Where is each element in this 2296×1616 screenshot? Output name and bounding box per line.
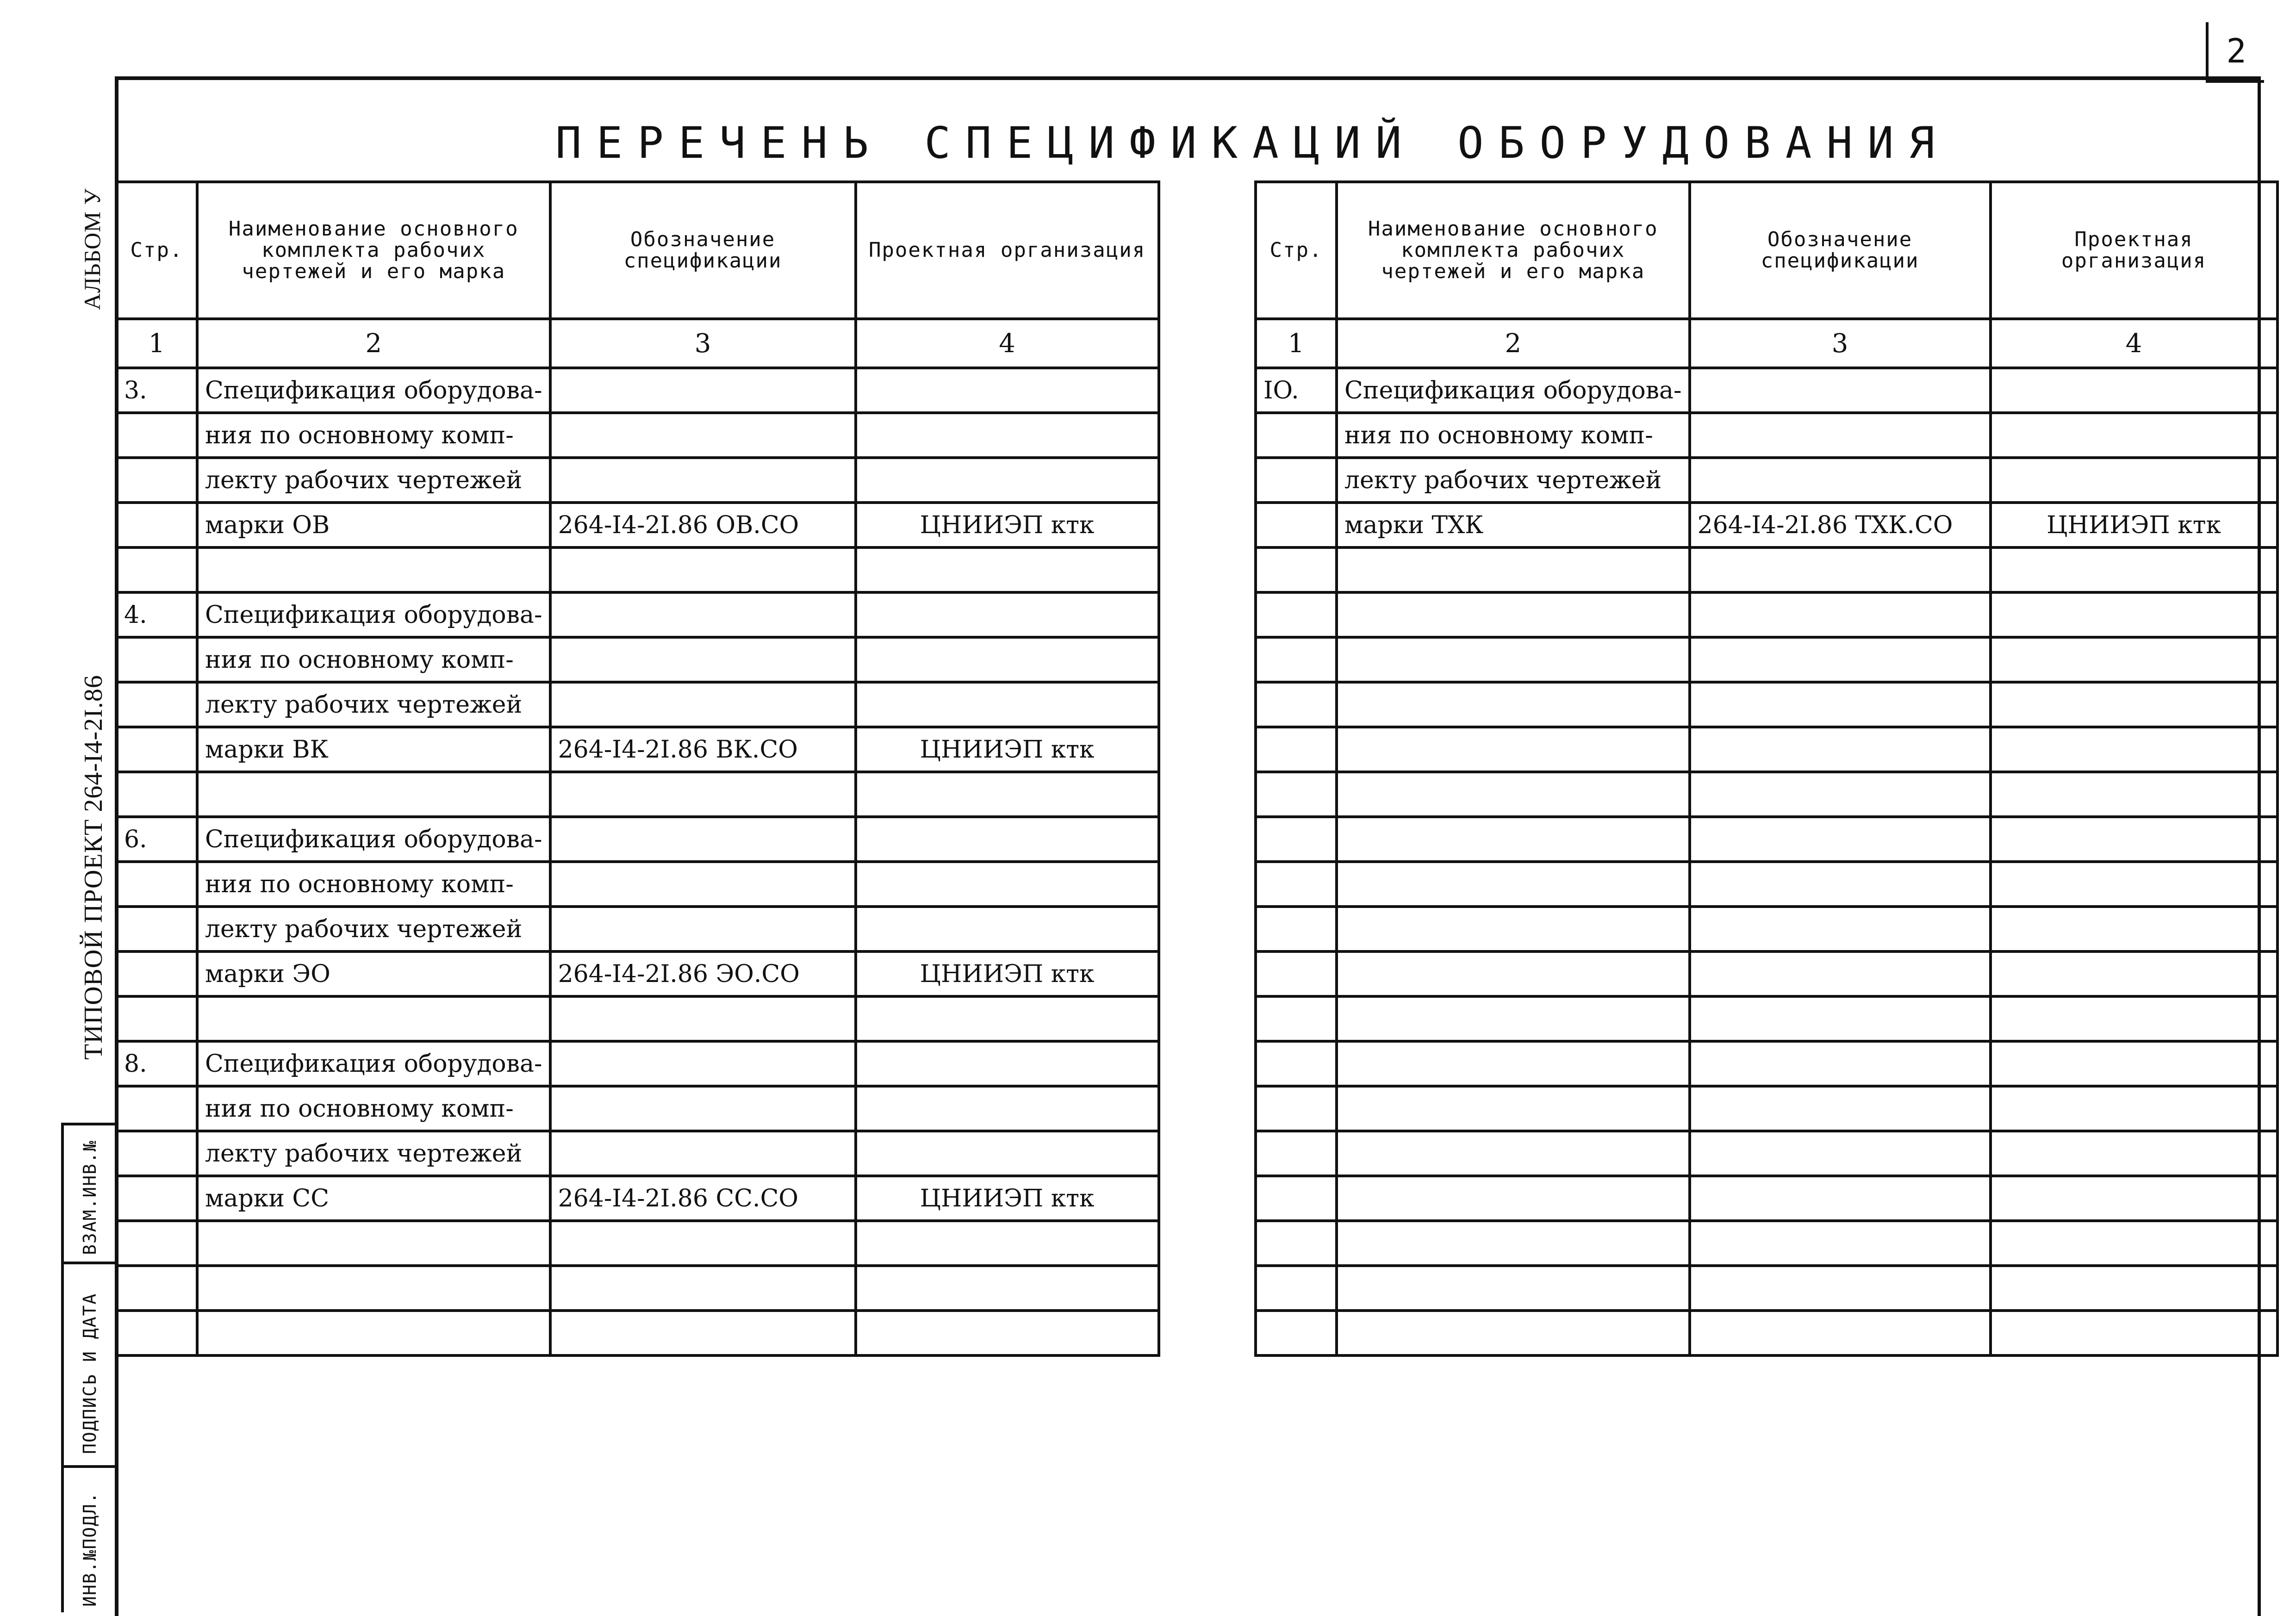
cell-organization [1991, 1176, 2277, 1221]
cell-page [116, 413, 197, 458]
cell-name [1337, 1086, 1690, 1131]
cell-designation: 264-I4-2I.86 ЭО.СО [550, 951, 856, 996]
stamp-cell-signature [64, 1262, 118, 1468]
cell-designation [550, 1221, 856, 1266]
cell-page: 8. [116, 1041, 197, 1086]
cell-page [116, 1311, 197, 1355]
cell-organization [856, 817, 1159, 862]
cell-page [1256, 637, 1337, 682]
cell-page [116, 1176, 197, 1221]
table-row [1256, 637, 2277, 682]
table-row [116, 1221, 1159, 1266]
cell-name: лекту рабочих чертежей [1337, 458, 1690, 503]
cell-name [197, 772, 550, 817]
cell-name: марки ОВ [197, 503, 550, 547]
cell-page [116, 951, 197, 996]
table-row [1256, 1131, 2277, 1176]
cell-organization [1991, 368, 2277, 413]
cell-organization [1991, 682, 2277, 727]
cell-page [1256, 817, 1337, 862]
cell-name: ния по основному комп- [197, 637, 550, 682]
cell-organization [856, 547, 1159, 592]
cell-name: ния по основному комп- [197, 413, 550, 458]
cell-designation [550, 682, 856, 727]
cell-designation [1690, 682, 1991, 727]
table-row [1256, 727, 2277, 772]
cell-name: лекту рабочих чертежей [197, 682, 550, 727]
cell-organization [1991, 547, 2277, 592]
stamp-label-replacement: ВЗАМ.ИНВ.№ [80, 1140, 100, 1255]
column-number-row [116, 319, 1159, 368]
table-row [1256, 503, 2277, 547]
cell-name [1337, 727, 1690, 772]
table-row [1256, 1311, 2277, 1355]
cell-designation [1690, 1131, 1991, 1176]
album-label: АЛЬБОМ У [79, 188, 105, 310]
spec-table-left [115, 180, 1160, 1357]
cell-organization [856, 907, 1159, 951]
column-number: 2 [1337, 319, 1690, 368]
cell-organization [1991, 413, 2277, 458]
table-row [116, 1176, 1159, 1221]
cell-name [1337, 817, 1690, 862]
table-row [1256, 413, 2277, 458]
cell-designation [550, 996, 856, 1041]
cell-designation [1690, 907, 1991, 951]
cell-designation [550, 637, 856, 682]
table-row [1256, 817, 2277, 862]
cell-organization [1991, 1041, 2277, 1086]
cell-organization [856, 1131, 1159, 1176]
project-label: ТИПОВОЙ ПРОЕКТ 264-I4-2I.86 [79, 675, 108, 1060]
column-number: 2 [197, 319, 550, 368]
cell-page: 4. [116, 592, 197, 637]
cell-page [1256, 503, 1337, 547]
table-row [116, 817, 1159, 862]
cell-page [116, 1221, 197, 1266]
table-row [116, 682, 1159, 727]
cell-organization [1991, 592, 2277, 637]
table-row [1256, 592, 2277, 637]
cell-page [116, 1266, 197, 1311]
cell-designation [550, 592, 856, 637]
table-row [1256, 368, 2277, 413]
cell-designation [550, 907, 856, 951]
cell-name [1337, 1131, 1690, 1176]
stamp-label-original: ИНВ.№ПОДЛ. [80, 1492, 100, 1607]
table-row [1256, 1176, 2277, 1221]
cell-organization [1991, 951, 2277, 996]
cell-name [197, 1266, 550, 1311]
table-row [116, 996, 1159, 1041]
cell-name: марки ВК [197, 727, 550, 772]
column-number: 4 [1991, 319, 2277, 368]
cell-designation [550, 1131, 856, 1176]
cell-organization: ЦНИИЭП ктк [856, 1176, 1159, 1221]
cell-organization [1991, 637, 2277, 682]
cell-designation [1690, 637, 1991, 682]
cell-page [116, 772, 197, 817]
cell-designation: 264-I4-2I.86 ОВ.СО [550, 503, 856, 547]
table-row [116, 458, 1159, 503]
cell-organization [856, 368, 1159, 413]
table-row [116, 862, 1159, 907]
table-row [116, 1086, 1159, 1131]
cell-organization [856, 1041, 1159, 1086]
cell-name [1337, 682, 1690, 727]
cell-organization [1991, 907, 2277, 951]
document-title: ПЕРЕЧЕНЬ СПЕЦИФИКАЦИЙ ОБОРУДОВАНИЯ [555, 118, 1950, 168]
cell-organization [1991, 996, 2277, 1041]
cell-organization [856, 637, 1159, 682]
cell-page [116, 996, 197, 1041]
cell-designation [1690, 951, 1991, 996]
table-row [1256, 682, 2277, 727]
cell-designation [1690, 1266, 1991, 1311]
cell-page [116, 727, 197, 772]
cell-designation [550, 772, 856, 817]
cell-organization [1991, 1221, 2277, 1266]
header-designation: Обозначение спецификации [1690, 182, 1991, 319]
cell-designation [1690, 772, 1991, 817]
cell-designation [1690, 458, 1991, 503]
table-row [116, 637, 1159, 682]
cell-page [116, 458, 197, 503]
cell-name [1337, 1041, 1690, 1086]
column-number: 3 [550, 319, 856, 368]
table-row [1256, 951, 2277, 996]
table-row [1256, 907, 2277, 951]
header-designation: Обозначение спецификации [550, 182, 856, 319]
cell-page [1256, 951, 1337, 996]
cell-name [1337, 996, 1690, 1041]
cell-name [1337, 1221, 1690, 1266]
cell-organization: ЦНИИЭП ктк [856, 503, 1159, 547]
cell-name [1337, 1266, 1690, 1311]
cell-page: 3. [116, 368, 197, 413]
cell-name [1337, 1176, 1690, 1221]
cell-page [1256, 996, 1337, 1041]
cell-designation [1690, 817, 1991, 862]
cell-page [1256, 458, 1337, 503]
cell-name: Спецификация оборудова- [197, 1041, 550, 1086]
header-organization: Проектная организация [1991, 182, 2277, 319]
cell-page [116, 503, 197, 547]
cell-organization [856, 413, 1159, 458]
table-row [1256, 1266, 2277, 1311]
cell-name: ния по основному комп- [197, 862, 550, 907]
cell-page [116, 547, 197, 592]
header-name: Наименование основного комплекта рабочих чертежей и его марка [197, 182, 550, 319]
cell-page [1256, 772, 1337, 817]
cell-name [197, 547, 550, 592]
table-row [1256, 772, 2277, 817]
cell-organization [856, 1086, 1159, 1131]
table-row [1256, 996, 2277, 1041]
header-page: Стр. [116, 182, 197, 319]
cell-page [1256, 1266, 1337, 1311]
cell-designation [1690, 547, 1991, 592]
table-row [116, 1131, 1159, 1176]
table-row [116, 727, 1159, 772]
cell-page: IO. [1256, 368, 1337, 413]
cell-name: марки ТХК [1337, 503, 1690, 547]
cell-designation [1690, 592, 1991, 637]
cell-page [116, 1131, 197, 1176]
table-row [116, 772, 1159, 817]
table-row [1256, 1221, 2277, 1266]
cell-page [1256, 1041, 1337, 1086]
cell-page [1256, 1311, 1337, 1355]
table-row [1256, 458, 2277, 503]
table-row [116, 592, 1159, 637]
cell-organization [1991, 772, 2277, 817]
cell-page [1256, 1086, 1337, 1131]
cell-organization [1991, 1311, 2277, 1355]
cell-page [1256, 1221, 1337, 1266]
stamp-cell-original [64, 1465, 118, 1615]
table-row [116, 503, 1159, 547]
table-row [116, 907, 1159, 951]
cell-name [1337, 907, 1690, 951]
cell-name: марки ЭО [197, 951, 550, 996]
cell-page [116, 907, 197, 951]
cell-designation [1690, 996, 1991, 1041]
cell-page: 6. [116, 817, 197, 862]
cell-designation [550, 547, 856, 592]
column-number: 4 [856, 319, 1159, 368]
cell-designation [550, 458, 856, 503]
cell-designation [1690, 413, 1991, 458]
cell-name [1337, 772, 1690, 817]
header-organization: Проектная организация [856, 182, 1159, 319]
cell-organization [1991, 1086, 2277, 1131]
cell-name [1337, 951, 1690, 996]
cell-designation [1690, 368, 1991, 413]
table-row [1256, 862, 2277, 907]
table-row [116, 951, 1159, 996]
cell-designation [550, 368, 856, 413]
cell-page [1256, 592, 1337, 637]
cell-organization [856, 862, 1159, 907]
cell-designation: 264-I4-2I.86 СС.СО [550, 1176, 856, 1221]
table-row [1256, 547, 2277, 592]
cell-name [1337, 1311, 1690, 1355]
cell-organization [856, 772, 1159, 817]
table-row [116, 1041, 1159, 1086]
cell-page [1256, 682, 1337, 727]
cell-designation [1690, 1221, 1991, 1266]
cell-name [1337, 862, 1690, 907]
cell-organization [856, 996, 1159, 1041]
cell-organization [856, 458, 1159, 503]
cell-name: Спецификация оборудова- [197, 368, 550, 413]
cell-name: марки СС [197, 1176, 550, 1221]
cell-designation [550, 1266, 856, 1311]
cell-designation [550, 862, 856, 907]
cell-name [1337, 592, 1690, 637]
table-row [116, 368, 1159, 413]
cell-designation [1690, 1041, 1991, 1086]
cell-name: Спецификация оборудова- [1337, 368, 1690, 413]
cell-name: Спецификация оборудова- [197, 592, 550, 637]
cell-page [1256, 1176, 1337, 1221]
stamp-cell-replacement [64, 1123, 118, 1264]
cell-page [1256, 907, 1337, 951]
cell-page [116, 1086, 197, 1131]
cell-designation [550, 1311, 856, 1355]
cell-page [1256, 862, 1337, 907]
stamp-label-signature: ПОДПИСЬ И ДАТА [80, 1293, 100, 1454]
cell-page [116, 862, 197, 907]
cell-designation: 264-I4-2I.86 ТХК.СО [1690, 503, 1991, 547]
page-number: 2 [2206, 22, 2264, 83]
column-number: 3 [1690, 319, 1991, 368]
table-row [1256, 1041, 2277, 1086]
cell-designation [550, 1086, 856, 1131]
cell-organization [856, 1311, 1159, 1355]
cell-designation [1690, 1176, 1991, 1221]
cell-page [1256, 413, 1337, 458]
table-row [116, 1266, 1159, 1311]
table-row [116, 1311, 1159, 1355]
cell-name: лекту рабочих чертежей [197, 1131, 550, 1176]
cell-organization [856, 1221, 1159, 1266]
cell-organization: ЦНИИЭП ктк [1991, 503, 2277, 547]
cell-name [1337, 547, 1690, 592]
cell-name [197, 996, 550, 1041]
cell-organization [1991, 727, 2277, 772]
cell-organization [856, 592, 1159, 637]
cell-designation [1690, 1086, 1991, 1131]
cell-page [116, 637, 197, 682]
spec-table-right [1254, 180, 2279, 1357]
cell-organization [1991, 458, 2277, 503]
cell-designation: 264-I4-2I.86 ВК.СО [550, 727, 856, 772]
cell-name [197, 1221, 550, 1266]
cell-organization: ЦНИИЭП ктк [856, 727, 1159, 772]
cell-name [1337, 637, 1690, 682]
cell-name: ния по основному комп- [197, 1086, 550, 1131]
cell-organization [856, 1266, 1159, 1311]
header-page: Стр. [1256, 182, 1337, 319]
cell-page [1256, 1131, 1337, 1176]
cell-organization [1991, 1266, 2277, 1311]
cell-page [1256, 547, 1337, 592]
column-number: 1 [116, 319, 197, 368]
table-row [116, 547, 1159, 592]
cell-designation [550, 817, 856, 862]
cell-page [1256, 727, 1337, 772]
column-number: 1 [1256, 319, 1337, 368]
cell-designation [1690, 862, 1991, 907]
cell-designation [1690, 1311, 1991, 1355]
cell-name: лекту рабочих чертежей [197, 907, 550, 951]
title-block-stamp [61, 1123, 118, 1612]
cell-organization: ЦНИИЭП ктк [856, 951, 1159, 996]
cell-designation [550, 413, 856, 458]
cell-organization [1991, 817, 2277, 862]
cell-designation [550, 1041, 856, 1086]
cell-name [197, 1311, 550, 1355]
cell-page [116, 682, 197, 727]
cell-organization [856, 682, 1159, 727]
cell-name: ния по основному комп- [1337, 413, 1690, 458]
table-row [116, 413, 1159, 458]
cell-name: Спецификация оборудова- [197, 817, 550, 862]
cell-designation [1690, 727, 1991, 772]
cell-organization [1991, 862, 2277, 907]
header-name: Наименование основного комплекта рабочих чертежей и его марка [1337, 182, 1690, 319]
cell-name: лекту рабочих чертежей [197, 458, 550, 503]
column-number-row [1256, 319, 2277, 368]
table-row [1256, 1086, 2277, 1131]
cell-organization [1991, 1131, 2277, 1176]
